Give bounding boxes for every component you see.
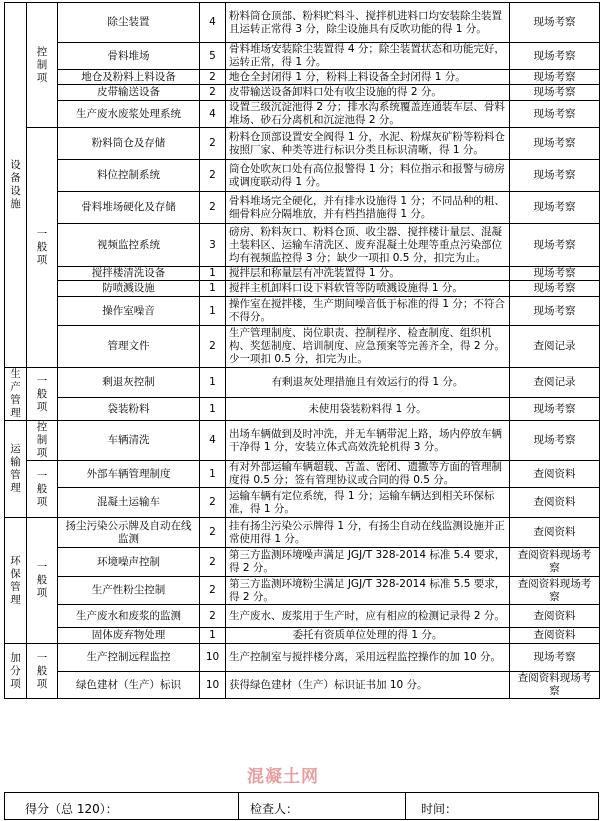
method-cell: 查阅记录 (510, 326, 600, 368)
score-cell: 2 (200, 488, 226, 518)
item-cell: 生产废水废浆处理系统 (58, 101, 200, 128)
watermark: 混凝土网 (247, 767, 319, 787)
standard-cell: 第三方监测环境噪声满足 JGJ/T 328-2014 标准 5.4 要求，得 2 分。 (226, 548, 510, 577)
item-cell: 防喷溅设施 (58, 281, 200, 297)
score-cell: 1 (200, 368, 226, 398)
item-cell: 袋装粉料 (58, 398, 200, 421)
standard-cell: 获得绿色建材（生产）标识证书加 10 分。 (226, 672, 510, 699)
score-cell: 1 (200, 297, 226, 326)
score-cell: 1 (200, 267, 226, 281)
table-row (5, 224, 600, 267)
item-cell: 骨料堆场 (58, 43, 200, 70)
item-cell: 料位控制系统 (58, 160, 200, 192)
score-cell: 2 (200, 605, 226, 628)
subcategory-cell: 一般项 (27, 644, 58, 699)
method-cell: 现场考察 (510, 398, 600, 421)
score-cell: 2 (200, 577, 226, 605)
item-cell: 外部车辆管理制度 (58, 461, 200, 488)
item-cell: 固体废弃物处理 (58, 628, 200, 644)
table-row (5, 398, 600, 421)
standard-cell: 有对外部运输车辆超载、苫盖、密闭、遗撒等方面的管理制度得 0.5 分；签有管理协议或合同的得 0.5 分。 (226, 461, 510, 488)
method-cell: 查阅资料现场考察 (510, 577, 600, 605)
table-row (5, 85, 600, 101)
standard-cell: 设置三级沉淀池得 2 分；排水沟系统覆盖连通装车层、骨料堆场、砂石分离机和沉淀池得 2 分。 (226, 101, 510, 128)
item-cell: 视频监控系统 (58, 224, 200, 267)
score-cell: 3 (200, 224, 226, 267)
item-cell: 绿色建材（生产）标识 (58, 672, 200, 699)
table-row (5, 644, 600, 672)
table-row (5, 297, 600, 326)
table-row (5, 548, 600, 577)
standard-cell: 挂有扬尘污染公示牌得 1 分，有扬尘自动在线监测设施并正常使用得 1 分。 (226, 518, 510, 548)
score-cell: 2 (200, 326, 226, 368)
method-cell: 查阅资料 (510, 488, 600, 518)
method-cell: 查阅资料 (510, 628, 600, 644)
standard-cell: 操作室在搅拌楼，生产期间噪音低于标准的得 1 分；不符合不得分。 (226, 297, 510, 326)
score-cell: 10 (200, 672, 226, 699)
standard-cell: 生产控制室与搅拌楼分离，采用远程监控操作的加 10 分。 (226, 644, 510, 672)
standard-cell: 出场车辆做到及时冲洗，并无车辆带泥上路，场内停放车辆干净得 1 分，安装立体式高效洗轮机得 3 分。 (226, 421, 510, 461)
score-cell: 1 (200, 461, 226, 488)
method-cell: 现场考察 (510, 43, 600, 70)
table-row (5, 267, 600, 281)
score-footer (4, 792, 599, 820)
subcategory-cell: 一般项 (27, 461, 58, 518)
item-cell: 剩退灰控制 (58, 368, 200, 398)
time-label: 时间： (421, 802, 458, 816)
method-cell: 查阅资料现场考察 (510, 672, 600, 699)
item-cell: 生产废水和废浆的监测 (58, 605, 200, 628)
standard-cell: 骨料堆场完全硬化，并有排水设施得 1 分；不同品种的粗、细骨料应分隔堆放，并有档挡措施得 1 分。 (226, 192, 510, 224)
standard-cell: 未使用袋装粉料得 1 分。 (226, 398, 510, 421)
table-row (5, 192, 600, 224)
standard-cell: 筒仓处吹灰口处有高位报警得 1 分；料位指示和报警与磅房或调度联动得 1 分。 (226, 160, 510, 192)
method-cell: 现场考察 (510, 644, 600, 672)
standard-cell: 生产废水、废浆用于生产时，应有相应的检测记录得 2 分。 (226, 605, 510, 628)
subcategory-cell: 一般项 (27, 368, 58, 421)
category-cell: 环保管理 (5, 518, 27, 644)
table-row (5, 672, 600, 699)
table-row (5, 3, 600, 43)
standard-cell: 第三方监测环境粉尘满足 JGJ/T 328-2014 标准 5.5 要求，得 2 分。 (226, 577, 510, 605)
standard-cell: 地仓全封闭得 1 分，粉料上料设备全封闭得 1 分。 (226, 70, 510, 85)
method-cell: 现场考察 (510, 160, 600, 192)
score-cell: 2 (200, 192, 226, 224)
table-row (5, 518, 600, 548)
score-cell: 1 (200, 281, 226, 297)
item-cell: 环境噪声控制 (58, 548, 200, 577)
table-row (5, 70, 600, 85)
score-cell: 1 (200, 628, 226, 644)
item-cell: 粉料筒仓及存储 (58, 128, 200, 160)
table-row (5, 421, 600, 461)
method-cell: 现场考察 (510, 297, 600, 326)
score-cell: 1 (200, 398, 226, 421)
method-cell: 现场考察 (510, 128, 600, 160)
item-cell: 管理文件 (58, 326, 200, 368)
method-cell: 现场考察 (510, 267, 600, 281)
table-row (5, 281, 600, 297)
method-cell: 现场考察 (510, 192, 600, 224)
method-cell: 查阅记录 (510, 368, 600, 398)
category-cell: 生产管理 (5, 368, 27, 421)
method-cell: 现场考察 (510, 224, 600, 267)
score-cell: 4 (200, 421, 226, 461)
method-cell: 查阅资料 (510, 605, 600, 628)
score-cell: 2 (200, 160, 226, 192)
standard-cell: 骨料堆场安装除尘装置得 4 分；除尘装置状态和功能完好，运转正常，得 1 分。 (226, 43, 510, 70)
subcategory-cell: 一般项 (27, 518, 58, 644)
standard-cell: 搅拌层和称量层有冲洗装置得 1 分。 (226, 267, 510, 281)
table-row (5, 128, 600, 160)
category-cell: 加分项 (5, 644, 27, 699)
score-cell: 2 (200, 70, 226, 85)
item-cell: 地仓及粉料上料设备 (58, 70, 200, 85)
table-row (5, 160, 600, 192)
table-row (5, 326, 600, 368)
total-score-label: 得分（总 120）： (25, 802, 118, 816)
standard-cell: 生产管理制度、岗位职责、控制程序、检查制度、组织机构、奖惩制度、培训制度、应急预案等完善齐全，得 2 分。少一项扣 0.5 分，扣完为止。 (226, 326, 510, 368)
score-cell: 4 (200, 3, 226, 43)
inspector-label: 检查人： (250, 802, 299, 816)
item-cell: 扬尘污染公示牌及自动在线监测 (58, 518, 200, 548)
table-row (5, 488, 600, 518)
score-cell: 4 (200, 101, 226, 128)
item-cell: 搅拌楼清洗设备 (58, 267, 200, 281)
item-cell: 骨料堆场硬化及存储 (58, 192, 200, 224)
method-cell: 现场考察 (510, 85, 600, 101)
table-row (5, 101, 600, 128)
category-cell: 运输管理 (5, 421, 27, 518)
item-cell: 生产控制远程监控 (58, 644, 200, 672)
standard-cell: 有剩退灰处理措施且有效运行的得 1 分。 (226, 368, 510, 398)
subcategory-cell: 一般项 (27, 128, 58, 368)
item-cell: 混凝土运输车 (58, 488, 200, 518)
standard-cell: 粉料仓顶部设置安全阀得 1 分，水泥、粉煤灰矿粉等粉料仓按照厂家、种类等进行标识分类且标识清晰，得 1 分。 (226, 128, 510, 160)
standard-cell: 搅拌主机卸料口设下料软管等防喷溅设施得 1 分。 (226, 281, 510, 297)
standard-cell: 运输车辆有定位系统，得 1 分；运输车辆达到相关环保标准，得 1 分。 (226, 488, 510, 518)
score-cell: 2 (200, 85, 226, 101)
table-row (5, 368, 600, 398)
subcategory-cell: 控制项 (27, 3, 58, 128)
method-cell: 现场考察 (510, 101, 600, 128)
score-cell: 2 (200, 128, 226, 160)
score-cell: 10 (200, 644, 226, 672)
table-row (5, 43, 600, 70)
standard-cell: 皮带输送设备卸料口处有收尘设施的得 2 分。 (226, 85, 510, 101)
method-cell: 现场考察 (510, 281, 600, 297)
item-cell: 操作室噪音 (58, 297, 200, 326)
method-cell: 查阅资料 (510, 461, 600, 488)
score-cell: 5 (200, 43, 226, 70)
score-cell: 2 (200, 518, 226, 548)
score-cell: 2 (200, 548, 226, 577)
method-cell: 现场考察 (510, 421, 600, 461)
item-cell: 生产性粉尘控制 (58, 577, 200, 605)
item-cell: 皮带输送设备 (58, 85, 200, 101)
subcategory-cell: 控制项 (27, 421, 58, 461)
table-row (5, 605, 600, 628)
table-row (5, 628, 600, 644)
method-cell: 查阅资料现场考察 (510, 548, 600, 577)
evaluation-table (4, 2, 600, 699)
item-cell: 除尘装置 (58, 3, 200, 43)
method-cell: 查阅资料 (510, 518, 600, 548)
standard-cell: 委托有资质单位处理的得 1 分。 (226, 628, 510, 644)
standard-cell: 粉料筒仓顶部、粉料贮料斗、搅拌机进料口均安装除尘装置且运转正常得 3 分，除尘设施具有反吹功能的得 1 分。 (226, 3, 510, 43)
method-cell: 现场考察 (510, 70, 600, 85)
table-row (5, 461, 600, 488)
table-row (5, 577, 600, 605)
method-cell: 现场考察 (510, 3, 600, 43)
item-cell: 车辆清洗 (58, 421, 200, 461)
standard-cell: 磅房、粉料灰口、粉料仓顶、收尘器、搅拌楼计量层、混凝土装料区、运输车清洗区、废弃混凝土处理等重点污染部位均有视频监控得 3 分；缺少一项扣 0.5 分，扣完为止。 (226, 224, 510, 267)
category-cell: 设备设施 (5, 3, 27, 368)
